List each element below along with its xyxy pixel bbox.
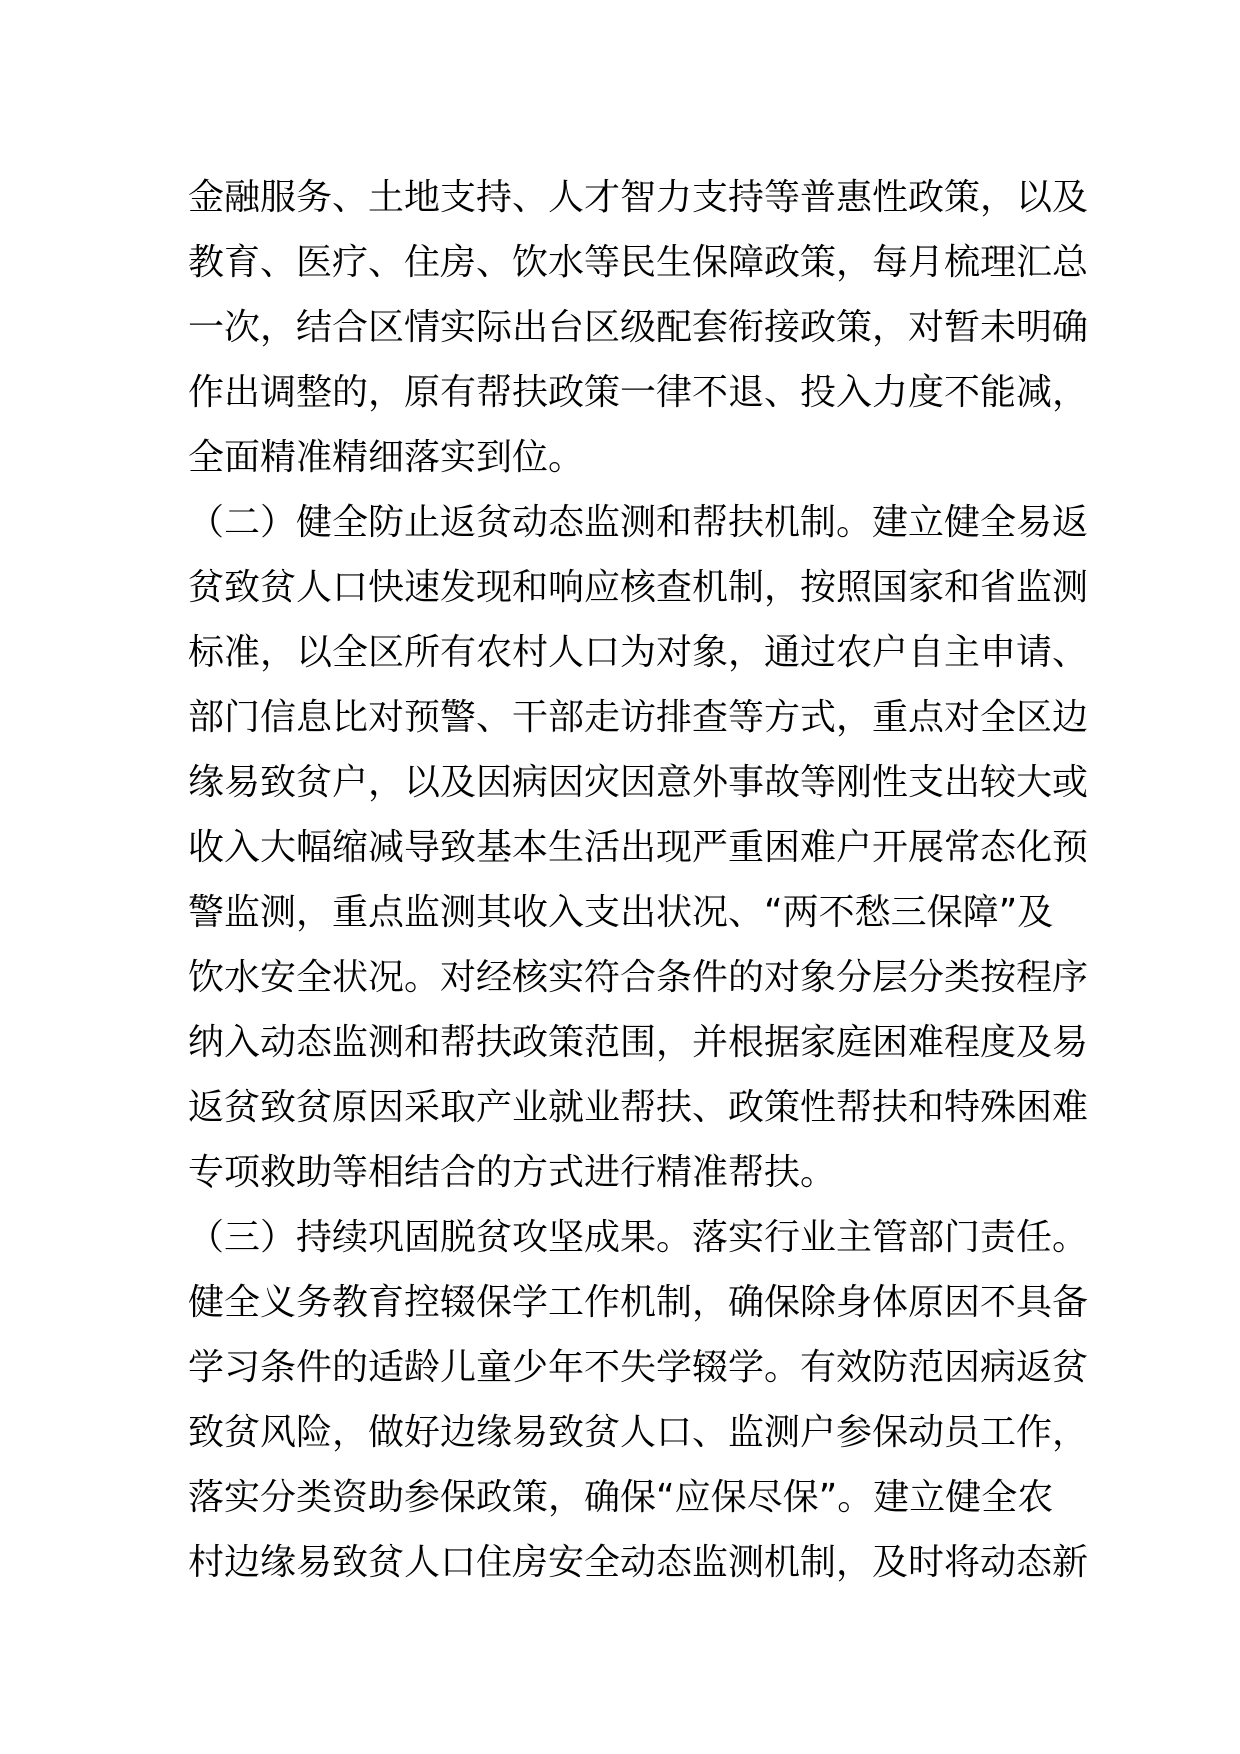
text-line: 部门信息比对预警、干部走访排查等方式，重点对全区边 <box>188 697 1089 738</box>
text-line: 饮水安全状况。对经核实符合条件的对象分层分类按程序 <box>188 957 1089 998</box>
text-line: 纳入动态监测和帮扶政策范围，并根据家庭困难程度及易 <box>188 1022 1089 1063</box>
text-line: 缘易致贫户，以及因病因灾因意外事故等刚性支出较大或 <box>188 762 1089 803</box>
text-line: 学习条件的适龄儿童少年不失学辍学。有效防范因病返贫 <box>188 1347 1089 1388</box>
text-line: 作出调整的，原有帮扶政策一律不退、投入力度不能减， <box>188 372 1089 413</box>
text-line: 健全义务教育控辍保学工作机制，确保除身体原因不具备 <box>188 1282 1089 1323</box>
text-line: 返贫致贫原因采取产业就业帮扶、政策性帮扶和特殊困难 <box>188 1087 1089 1128</box>
text-line: 落实分类资助参保政策，确保“应保尽保”。建立健全农 <box>188 1477 1054 1518</box>
text-line: 全面精准精细落实到位。 <box>188 437 585 478</box>
text-line: 村边缘易致贫人口住房安全动态监测机制，及时将动态新 <box>188 1542 1089 1583</box>
text-line: 教育、医疗、住房、饮水等民生保障政策，每月梳理汇总 <box>188 242 1089 283</box>
text-line: 专项救助等相结合的方式进行精准帮扶。 <box>188 1152 837 1193</box>
text-line: 警监测，重点监测其收入支出状况、“两不愁三保障”及 <box>188 892 1054 933</box>
text-line: 贫致贫人口快速发现和响应核查机制，按照国家和省监测 <box>188 567 1089 608</box>
text-line: 金融服务、土地支持、人才智力支持等普惠性政策，以及 <box>188 177 1089 218</box>
section-heading-line: （三）持续巩固脱贫攻坚成果。落实行业主管部门责任。 <box>188 1217 1089 1258</box>
text-line: 一次，结合区情实际出台区级配套衔接政策，对暂未明确 <box>188 307 1089 348</box>
section-heading-line: （二）健全防止返贫动态监测和帮扶机制。建立健全易返 <box>188 502 1089 543</box>
body-text <box>188 165 1089 1595</box>
text-line: 标准，以全区所有农村人口为对象，通过农户自主申请、 <box>188 632 1089 673</box>
text-line: 致贫风险，做好边缘易致贫人口、监测户参保动员工作， <box>188 1412 1089 1453</box>
text-line: 收入大幅缩减导致基本生活出现严重困难户开展常态化预 <box>188 827 1089 868</box>
